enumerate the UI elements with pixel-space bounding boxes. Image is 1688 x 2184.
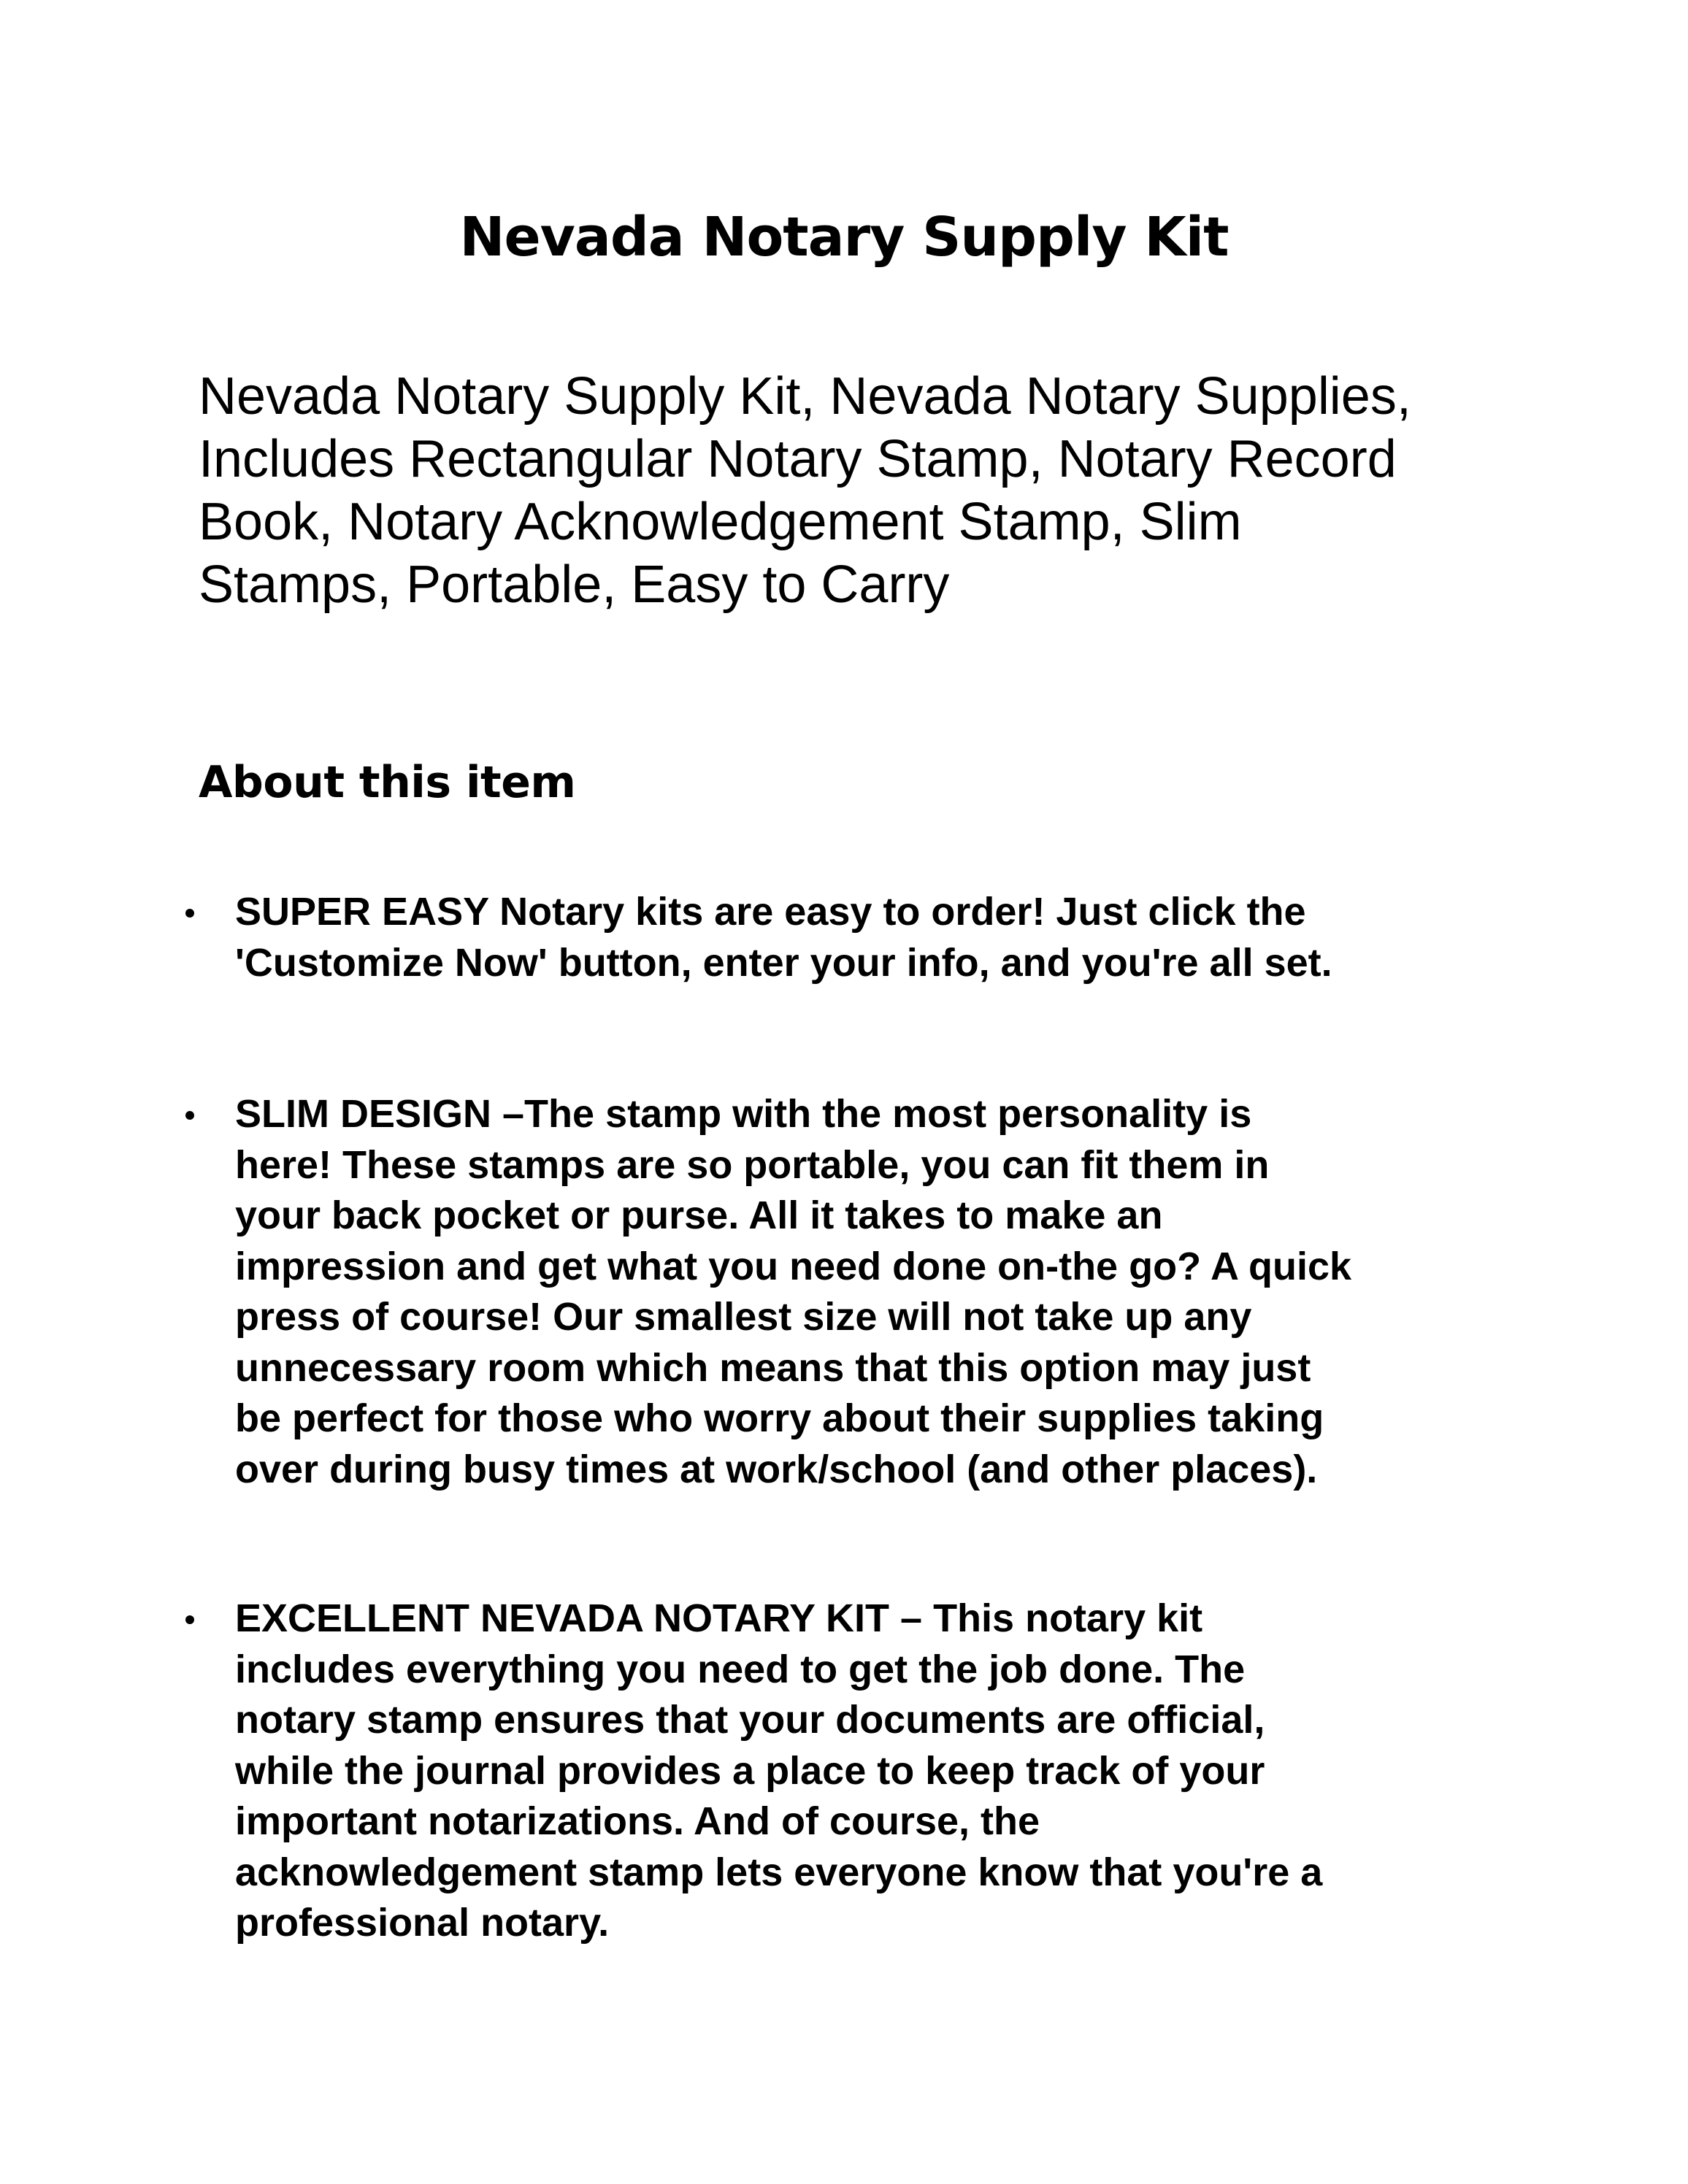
bullet-icon [185,1615,194,1624]
document-title: Nevada Notary Supply Kit [459,206,1229,269]
bullet-icon [185,909,194,918]
feature-text: EXCELLENT NEVADA NOTARY KIT – This notary kit includes everything you need to get the job done. The notary stamp ensures that your documents are official, while the journal provides a place to keep track of your important notarizations. And of course, the acknowledgement stamp lets everyone know that you're a professional notary. [235,1596,1323,1945]
feature-text: SLIM DESIGN –The stamp with the most personality is here! These stamps are so portable, you can fit them in your back pocket or purse. All it takes to make an impression and get what you need done on-the go? A quick press of course! Our smallest size will not take up any unnecessary room which means that this option may just be perfect for those who worry about their supplies taking over during busy times at work/school (and other places). [235,1092,1352,1491]
product-heading: Nevada Notary Supply Kit, Nevada Notary Supplies, Includes Rectangular Notary Stamp, Notary Record Book, Notary Acknowledgement Stamp, Slim Stamps, Portable, Easy to Carry [199,367,1411,614]
about-section-heading: About this item [199,757,576,808]
bullet-icon [185,1111,194,1120]
feature-text: SUPER EASY Notary kits are easy to order! Just click the 'Customize Now' button, enter your info, and you're all set. [235,890,1332,985]
